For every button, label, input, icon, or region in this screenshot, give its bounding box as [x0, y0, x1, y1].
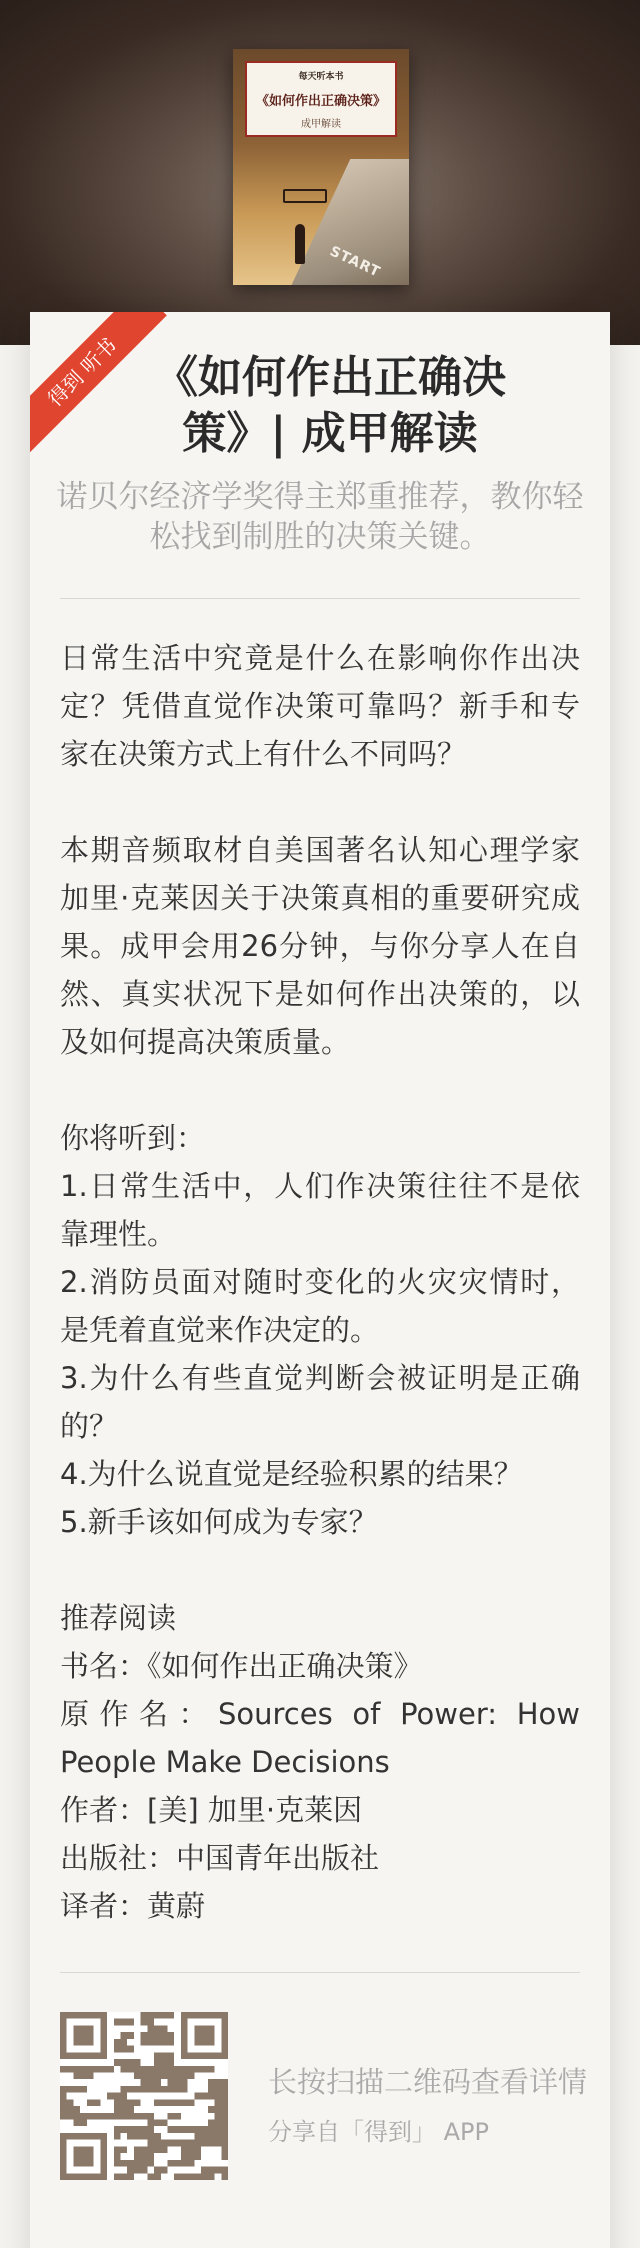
- listen-heading: 你将听到：: [60, 1121, 206, 1155]
- reading-heading: 推荐阅读: [60, 1601, 177, 1635]
- cover-top-label: 每天听本书: [298, 72, 344, 82]
- divider-top: [60, 598, 580, 599]
- source-paragraph: 本期音频取材自美国著名认知心理学家加里·克莱因关于决策真相的重要研究成果。成甲会用26分钟，与你分享人在自然、真实状况下是如何作出决策的，以及如何提高决策质量。: [60, 833, 580, 1059]
- cover-figure-art: [295, 224, 305, 264]
- cover-start-text: START: [327, 243, 383, 281]
- book-publisher: 出版社：中国青年出版社: [60, 1841, 380, 1875]
- point-item: 5.新手该如何成为专家？: [60, 1505, 378, 1539]
- book-translator: 译者：黄蔚: [60, 1889, 206, 1923]
- cover-label: [245, 61, 397, 137]
- page-subtitle: 诺贝尔经济学奖得主郑重推荐，教你轻松找到制胜的决策关键。: [56, 479, 584, 555]
- description-body: [60, 634, 580, 1930]
- share-source: 分享自「得到」 APP: [268, 2118, 489, 2146]
- hero-banner: [0, 0, 640, 345]
- point-item: 3.为什么有些直觉判断会被证明是正确的？: [60, 1361, 580, 1443]
- point-item: 1.日常生活中，人们作决策往往不是依靠理性。: [60, 1169, 580, 1251]
- cover-title: 《如何作出正确决策》: [255, 94, 386, 109]
- cover-author: 成甲解读: [301, 119, 341, 130]
- book-cover[interactable]: [233, 49, 409, 285]
- point-item: 4.为什么说直觉是经验积累的结果？: [60, 1457, 523, 1491]
- cover-sign-art: [283, 189, 327, 203]
- intro-paragraph: 日常生活中究竟是什么在影响你作出决定？凭借直觉作决策可靠吗？新手和专家在决策方式上有什么不同吗？: [60, 641, 580, 771]
- divider-bottom: [60, 1972, 580, 1973]
- scan-hint: 长按扫描二维码查看详情: [268, 2065, 588, 2099]
- qr-code-icon[interactable]: [60, 2012, 228, 2180]
- share-footer: [60, 2012, 600, 2202]
- page-title: 《如何作出正确决策》| 成甲解读: [154, 352, 506, 459]
- book-name: 书名：《如何作出正确决策》: [60, 1649, 423, 1683]
- content-card: [30, 312, 610, 2248]
- point-item: 2.消防员面对随时变化的火灾灾情时，是凭着直觉来作决定的。: [60, 1265, 580, 1347]
- corner-ribbon: 得到 听书: [30, 312, 167, 457]
- book-author: 作者：[美] 加里·克莱因: [60, 1793, 363, 1827]
- cover-road-art: [276, 159, 409, 285]
- original-name: 原作名：Sources of Power: How People Make Decisions: [60, 1697, 580, 1779]
